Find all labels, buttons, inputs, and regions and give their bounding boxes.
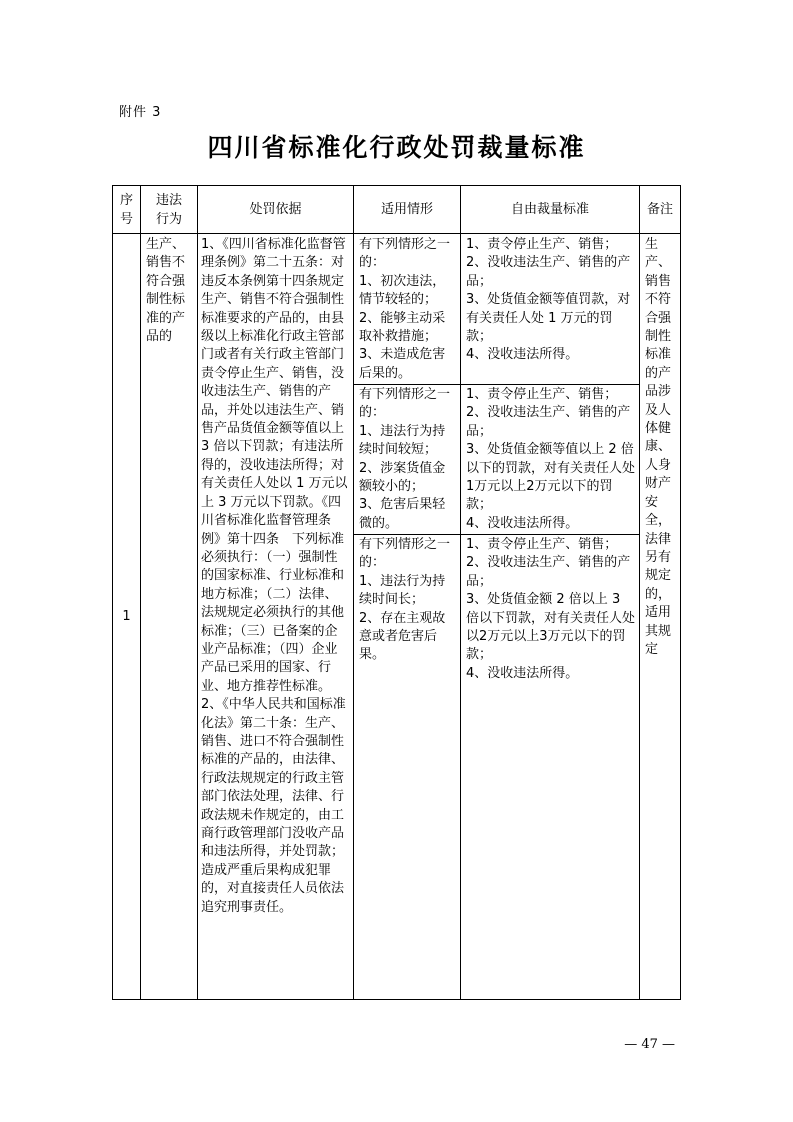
- col-divider: [460, 186, 461, 999]
- situation-1: 有下列情形之一的： 1、初次违法，情节较轻的； 2、能够主动采取补救措施； 3、未造成危害后果的。: [359, 237, 451, 381]
- standard-1: 1、责令停止生产、销售； 2、没收违法生产、销售的产品； 3、处货值金额等值罚款，对有关责任人处 1 万元的罚款； 4、没收违法所得。: [466, 237, 631, 363]
- header-divider: [113, 233, 680, 234]
- row-violation: 生产、销售不符合强制性标准的产品的: [146, 237, 186, 345]
- standard-3: 1、责令停止生产、销售； 2、没收违法生产、销售的产品； 3、处货值金额 2 倍以上 3 倍以下罚款，对有关责任人处以2万元以上3万元以下的罚款； 4、没收违法所得。: [466, 537, 636, 681]
- page-number: — 47 —: [624, 1037, 675, 1052]
- situation-divider: [353, 534, 639, 535]
- standard-2: 1、责令停止生产、销售； 2、没收违法生产、销售的产品； 3、处货值金额等值以上 2 倍以下的罚款，对有关责任人处1万元以上2万元以下的罚款； 4、没收违法所得。: [466, 387, 636, 531]
- col-divider: [140, 186, 141, 999]
- situation-3: 有下列情形之一的： 1、违法行为持续时间长； 2、存在主观故意或者危害后果。: [359, 537, 451, 663]
- document-title: 四川省标准化行政处罚裁量标准: [207, 133, 586, 162]
- penalty-table: [112, 185, 681, 1000]
- attachment-label: 附件 3: [119, 105, 162, 120]
- header-violation: 违法行为: [155, 192, 182, 227]
- header-basis: 处罚依据: [249, 202, 302, 217]
- row-basis: 1、《四川省标准化监督管理条例》第二十五条：对违反本条例第十四条规定生产、销售不符合强制性标准要求的产品的，由县级以上标准化行政主管部门或者有关行政主管部门责令停止生产、销售，没收违法生产、销售的产品，并处以违法生产、销售产品货值金额等值以上 3 倍以下罚款；有违法所得的，没收违法所得；对有关责任人处以 1 万元以上 3 万元以下罚款。《四川省标准化监督管理条例》第十四条 下列标准必须执行：（一）强制性的国家标准、行业标准和地方标准；（二）法律、法规规定必须执行的其他标准；（三）已备案的企业产品标准；（四）企业产品已采用的国家、行业、地方推荐性标准。2、《中华人民共和国标准化法》第二十条：生产、销售、进口不符合强制性标准的产品的，由法律、行政法规规定的行政主管部门依法处理，法律、行政法规未作规定的，由工商行政管理部门没收产品和违法所得，并处罚款；造成严重后果构成犯罪的，对直接责任人员依法追究刑事责任。: [201, 237, 348, 915]
- col-divider: [197, 186, 198, 999]
- col-divider: [353, 186, 354, 999]
- header-seq: 序号: [119, 192, 133, 227]
- situation-divider: [353, 384, 639, 385]
- header-remark: 备注: [646, 202, 673, 217]
- col-divider: [639, 186, 640, 999]
- header-discretion: 自由裁量标准: [510, 202, 589, 217]
- header-situation: 适用情形: [380, 202, 433, 217]
- row-seq: 1: [122, 608, 131, 624]
- row-remark: 生产、销售不符合强制性标准的产品涉及人体健康、人身财产安全，法律另有规定的，适用其规定: [645, 237, 672, 657]
- situation-2: 有下列情形之一的： 1、违法行为持续时间较短； 2、涉案货值金额较小的； 3、危害后果轻微的。: [359, 387, 451, 531]
